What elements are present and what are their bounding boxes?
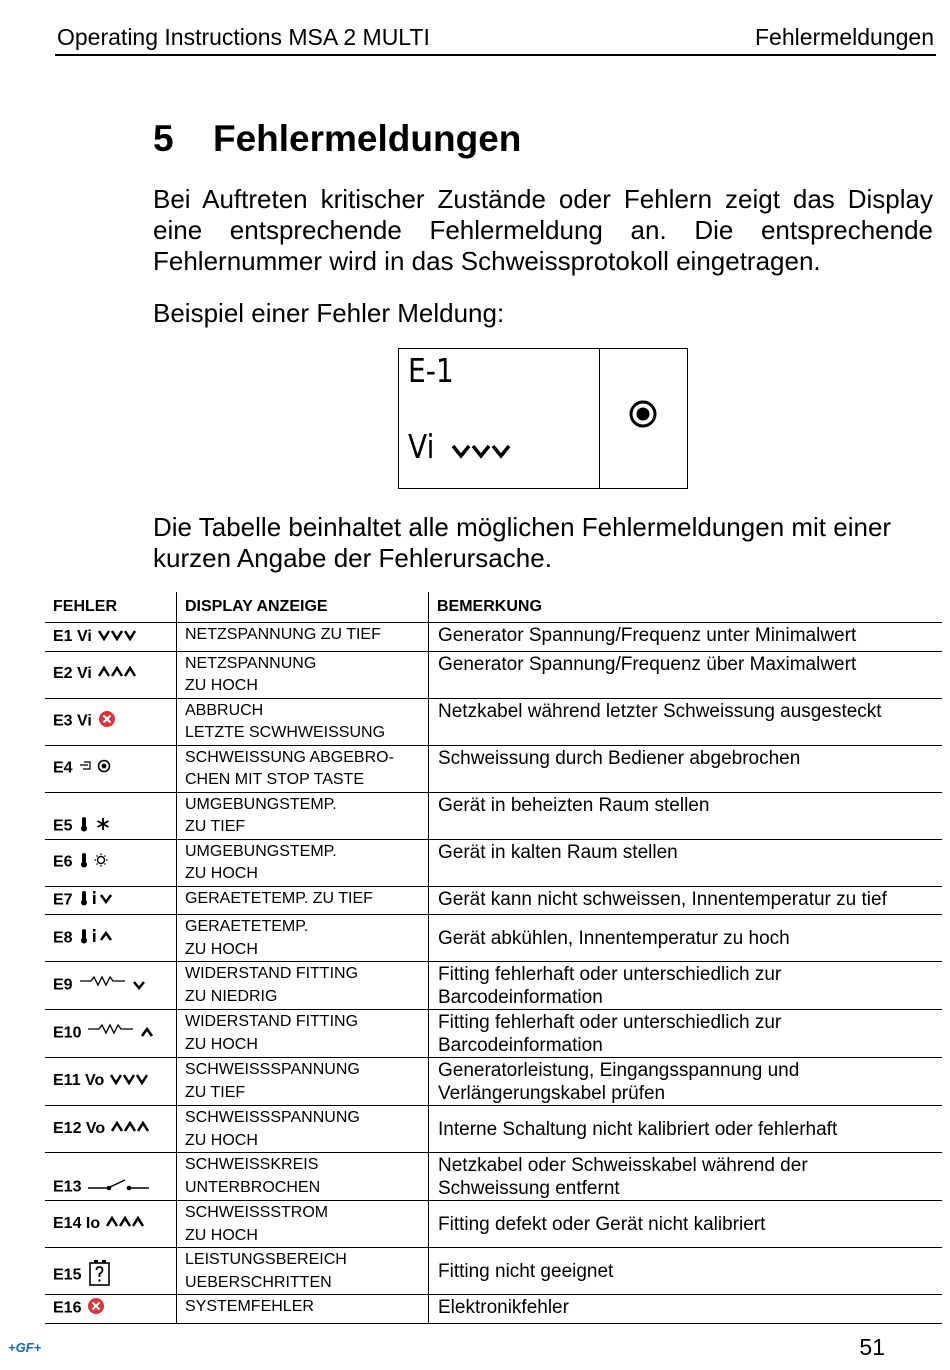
remark-text-line: Barcodeinformation	[438, 986, 603, 1008]
display-text-line: ABBRUCH	[185, 701, 264, 719]
remark-cell	[429, 698, 943, 745]
stop-target-icon	[628, 399, 658, 429]
display-text-line: GERAETETEMP.	[185, 918, 309, 935]
display-text-line: LEISTUNGSBEREICH	[185, 1251, 347, 1268]
display-text-line: SCHWEISSSPANNUNG	[185, 1109, 360, 1126]
remark-text-line: Elektronikfehler	[438, 1297, 569, 1318]
triple-down-arrows-icon	[110, 1072, 148, 1090]
column-header-fehler: FEHLER	[45, 592, 177, 623]
display-line-2: Vi	[408, 427, 435, 466]
remark-cell	[429, 839, 943, 886]
hand-stop-button-icon	[79, 759, 113, 778]
error-code-cell	[45, 651, 177, 698]
section-heading	[153, 118, 521, 160]
error-code-cell	[45, 1295, 177, 1324]
error-code-cell	[45, 915, 177, 962]
column-header-bemerkung: BEMERKUNG	[429, 592, 943, 623]
error-code: E16	[53, 1299, 82, 1317]
remark-text-line: Generator Spannung/Frequenz über Maximalwert	[438, 653, 857, 675]
remark-text-line: Netzkabel während letzter Schweissung ausgesteckt	[438, 700, 882, 722]
remark-cell	[429, 1201, 943, 1248]
thermometer-internal-down-icon	[79, 890, 115, 911]
display-text-line: CHEN MIT STOP TASTE	[185, 771, 364, 788]
display-text-line: ZU HOCH	[185, 865, 258, 882]
display-text-line: ZU HOCH	[185, 1035, 258, 1053]
display-text-cell	[177, 839, 429, 886]
display-text-cell	[177, 623, 429, 652]
table-row	[45, 1248, 942, 1295]
remark-cell	[429, 1295, 943, 1324]
remark-text-line: Gerät abkühlen, Innentemperatur zu hoch	[438, 927, 790, 949]
thermometer-snowflake-icon	[79, 816, 111, 837]
table-row	[45, 745, 942, 792]
display-text-line: NETZSPANNUNG	[185, 654, 317, 672]
display-text-line: ZU HOCH	[185, 940, 258, 958]
display-text-line: WIDERSTAND FITTING	[185, 1013, 359, 1030]
table-row	[45, 915, 942, 962]
error-code: E5	[53, 817, 73, 835]
error-code-cell	[45, 792, 177, 839]
battery-question-icon	[87, 1259, 113, 1292]
table-row	[45, 792, 942, 839]
error-code: E4	[53, 759, 73, 777]
display-text-line: SYSTEMFEHLER	[185, 1298, 314, 1315]
remark-text-line: Netzkabel oder Schweisskabel während der	[438, 1155, 808, 1176]
table-row	[45, 698, 942, 745]
table-row	[45, 839, 942, 886]
display-example	[398, 348, 688, 489]
remark-cell	[429, 962, 943, 1010]
display-text-line: ZU TIEF	[185, 818, 246, 835]
display-text-line: UMGEBUNGSTEMP.	[185, 842, 337, 860]
triple-up-arrows-icon	[111, 1120, 149, 1138]
remark-text-line: Gerät in beheizten Raum stellen	[438, 794, 710, 816]
remark-cell	[429, 1058, 943, 1106]
error-code: E15	[53, 1266, 82, 1284]
column-header-display: DISPLAY ANZEIGE	[177, 592, 429, 623]
error-code: E8	[53, 929, 73, 947]
display-text-line: SCHWEISSUNG ABGEBRO-	[185, 748, 394, 766]
remark-cell	[429, 886, 943, 915]
error-code: E3 Vi	[53, 712, 92, 730]
display-text-line: LETZTE SCWHWEISSUNG	[185, 724, 386, 741]
remark-text-line: Gerät kann nicht schweissen, Innentemperatur zu tief	[438, 888, 887, 910]
error-code-cell	[45, 1106, 177, 1153]
display-text-cell	[177, 962, 429, 1010]
error-code-cell	[45, 1153, 177, 1201]
triple-up-arrows-icon	[106, 1215, 144, 1233]
error-code-cell	[45, 962, 177, 1010]
display-text-cell	[177, 745, 429, 792]
table-row	[45, 623, 942, 652]
display-text-line: GERAETETEMP. ZU TIEF	[185, 889, 373, 907]
remark-cell	[429, 1248, 943, 1295]
remark-text-line: Verlängerungskabel prüfen	[438, 1082, 666, 1104]
table-row	[45, 886, 942, 915]
resistor-down-arrow-icon	[79, 975, 149, 996]
remark-cell	[429, 792, 943, 839]
display-text-line: NETZSPANNUNG ZU TIEF	[185, 626, 381, 643]
display-text-line: WIDERSTAND FITTING	[185, 965, 359, 982]
remark-text-line: Generator Spannung/Frequenz unter Minimalwert	[438, 625, 857, 646]
error-code: E14 Io	[53, 1215, 101, 1233]
remark-text-line: Fitting fehlerhaft oder unterschiedlich zur	[438, 964, 782, 985]
error-code: E13	[53, 1178, 82, 1196]
display-text-cell	[177, 1058, 429, 1106]
display-text-line: UNTERBROCHEN	[185, 1178, 321, 1196]
error-code-cell	[45, 623, 177, 652]
remark-cell	[429, 623, 943, 652]
display-text-line: ZU HOCH	[185, 1131, 258, 1149]
remark-text-line: Barcodeinformation	[438, 1034, 603, 1056]
display-text-line: SCHWEISSKREIS	[185, 1156, 319, 1173]
remark-cell	[429, 745, 943, 792]
display-text-cell	[177, 1295, 429, 1324]
display-text-line: ZU NIEDRIG	[185, 987, 278, 1005]
display-text-cell	[177, 792, 429, 839]
thermometer-sun-icon	[79, 852, 111, 873]
remark-cell	[429, 1153, 943, 1201]
display-text-cell	[177, 1201, 429, 1248]
error-cross-icon	[98, 710, 116, 733]
display-text-line: ZU TIEF	[185, 1083, 246, 1101]
error-code: E11 Vo	[53, 1072, 105, 1090]
table-row	[45, 651, 942, 698]
error-code: E1 Vi	[53, 627, 92, 645]
table-row	[45, 1153, 942, 1201]
error-code-cell	[45, 886, 177, 915]
remark-cell	[429, 1010, 943, 1058]
triple-down-arrows-icon	[451, 443, 513, 459]
remark-cell	[429, 1106, 943, 1153]
remark-cell	[429, 915, 943, 962]
thermometer-internal-up-icon	[79, 928, 115, 949]
remark-text-line: Schweissung entfernt	[438, 1177, 620, 1199]
table-row	[45, 1106, 942, 1153]
display-text-cell	[177, 1153, 429, 1201]
display-text-cell	[177, 1010, 429, 1058]
error-table	[45, 592, 942, 1324]
example-label: Beispiel einer Fehler Meldung:	[153, 298, 505, 328]
display-text-line: SCHWEISSSPANNUNG	[185, 1061, 360, 1078]
triple-up-arrows-icon	[98, 665, 136, 683]
error-code-cell	[45, 1058, 177, 1106]
remark-text-line: Fitting nicht geeignet	[438, 1260, 614, 1282]
display-text-cell	[177, 698, 429, 745]
error-code-cell	[45, 839, 177, 886]
page-header	[55, 22, 936, 56]
error-code: E7	[53, 891, 73, 909]
display-text-line: UEBERSCHRITTEN	[185, 1273, 332, 1291]
table-row	[45, 1201, 942, 1248]
display-text-cell	[177, 1106, 429, 1153]
error-code-cell	[45, 1201, 177, 1248]
error-cross-icon	[87, 1297, 105, 1320]
header-chapter-title: Fehlermeldungen	[754, 24, 934, 50]
display-text-line: SCHWEISSSTROM	[185, 1204, 329, 1221]
table-row	[45, 1058, 942, 1106]
display-line-1: E-1	[408, 351, 454, 390]
display-text-cell	[177, 886, 429, 915]
page-number: 51	[859, 1334, 885, 1360]
remark-text-line: Fitting defekt oder Gerät nicht kalibriert	[438, 1213, 766, 1235]
header-document-title: Operating Instructions MSA 2 MULTI	[57, 24, 430, 50]
table-row	[45, 962, 942, 1010]
error-code: E12 Vo	[53, 1120, 106, 1138]
display-text-line: ZU HOCH	[185, 677, 258, 694]
error-code: E2 Vi	[53, 665, 92, 683]
display-divider	[599, 349, 600, 488]
error-code-cell	[45, 1248, 177, 1295]
triple-down-arrows-icon	[98, 628, 136, 646]
table-header-row	[45, 592, 942, 623]
section-number: 5	[153, 118, 174, 159]
error-code: E9	[53, 976, 73, 994]
table-row	[45, 1010, 942, 1058]
display-text-cell	[177, 651, 429, 698]
remark-text-line: Gerät in kalten Raum stellen	[438, 841, 678, 863]
table-row	[45, 1295, 942, 1324]
table-intro-paragraph: Die Tabelle beinhaltet alle möglichen Fehlermeldungen mit einer kurzen Angabe der Fehlerursache.	[153, 512, 892, 573]
open-switch-icon	[87, 1177, 151, 1198]
gf-logo: +GF+	[8, 1340, 42, 1355]
error-code-cell	[45, 698, 177, 745]
display-text-line: UMGEBUNGSTEMP.	[185, 795, 337, 813]
section-title: Fehlermeldungen	[213, 118, 522, 159]
error-code: E10	[53, 1024, 82, 1042]
intro-paragraph: Bei Auftreten kritischer Zustände oder Fehlern zeigt das Display eine entsprechende Fehlermeldung an. Die entsprechende Fehlernummer wird in das Schweissprotokoll eingetragen.	[153, 184, 933, 276]
display-text-line: ZU HOCH	[185, 1226, 258, 1244]
error-code-cell	[45, 745, 177, 792]
error-code-cell	[45, 1010, 177, 1058]
display-text-cell	[177, 1248, 429, 1295]
resistor-up-arrow-icon	[87, 1023, 157, 1044]
error-code: E6	[53, 853, 73, 871]
remark-text-line: Schweissung durch Bediener abgebrochen	[438, 747, 801, 769]
display-text-cell	[177, 915, 429, 962]
remark-cell	[429, 651, 943, 698]
remark-text-line: Interne Schaltung nicht kalibriert oder fehlerhaft	[438, 1118, 838, 1140]
remark-text-line: Generatorleistung, Eingangsspannung und	[438, 1060, 800, 1081]
remark-text-line: Fitting fehlerhaft oder unterschiedlich zur	[438, 1012, 782, 1033]
